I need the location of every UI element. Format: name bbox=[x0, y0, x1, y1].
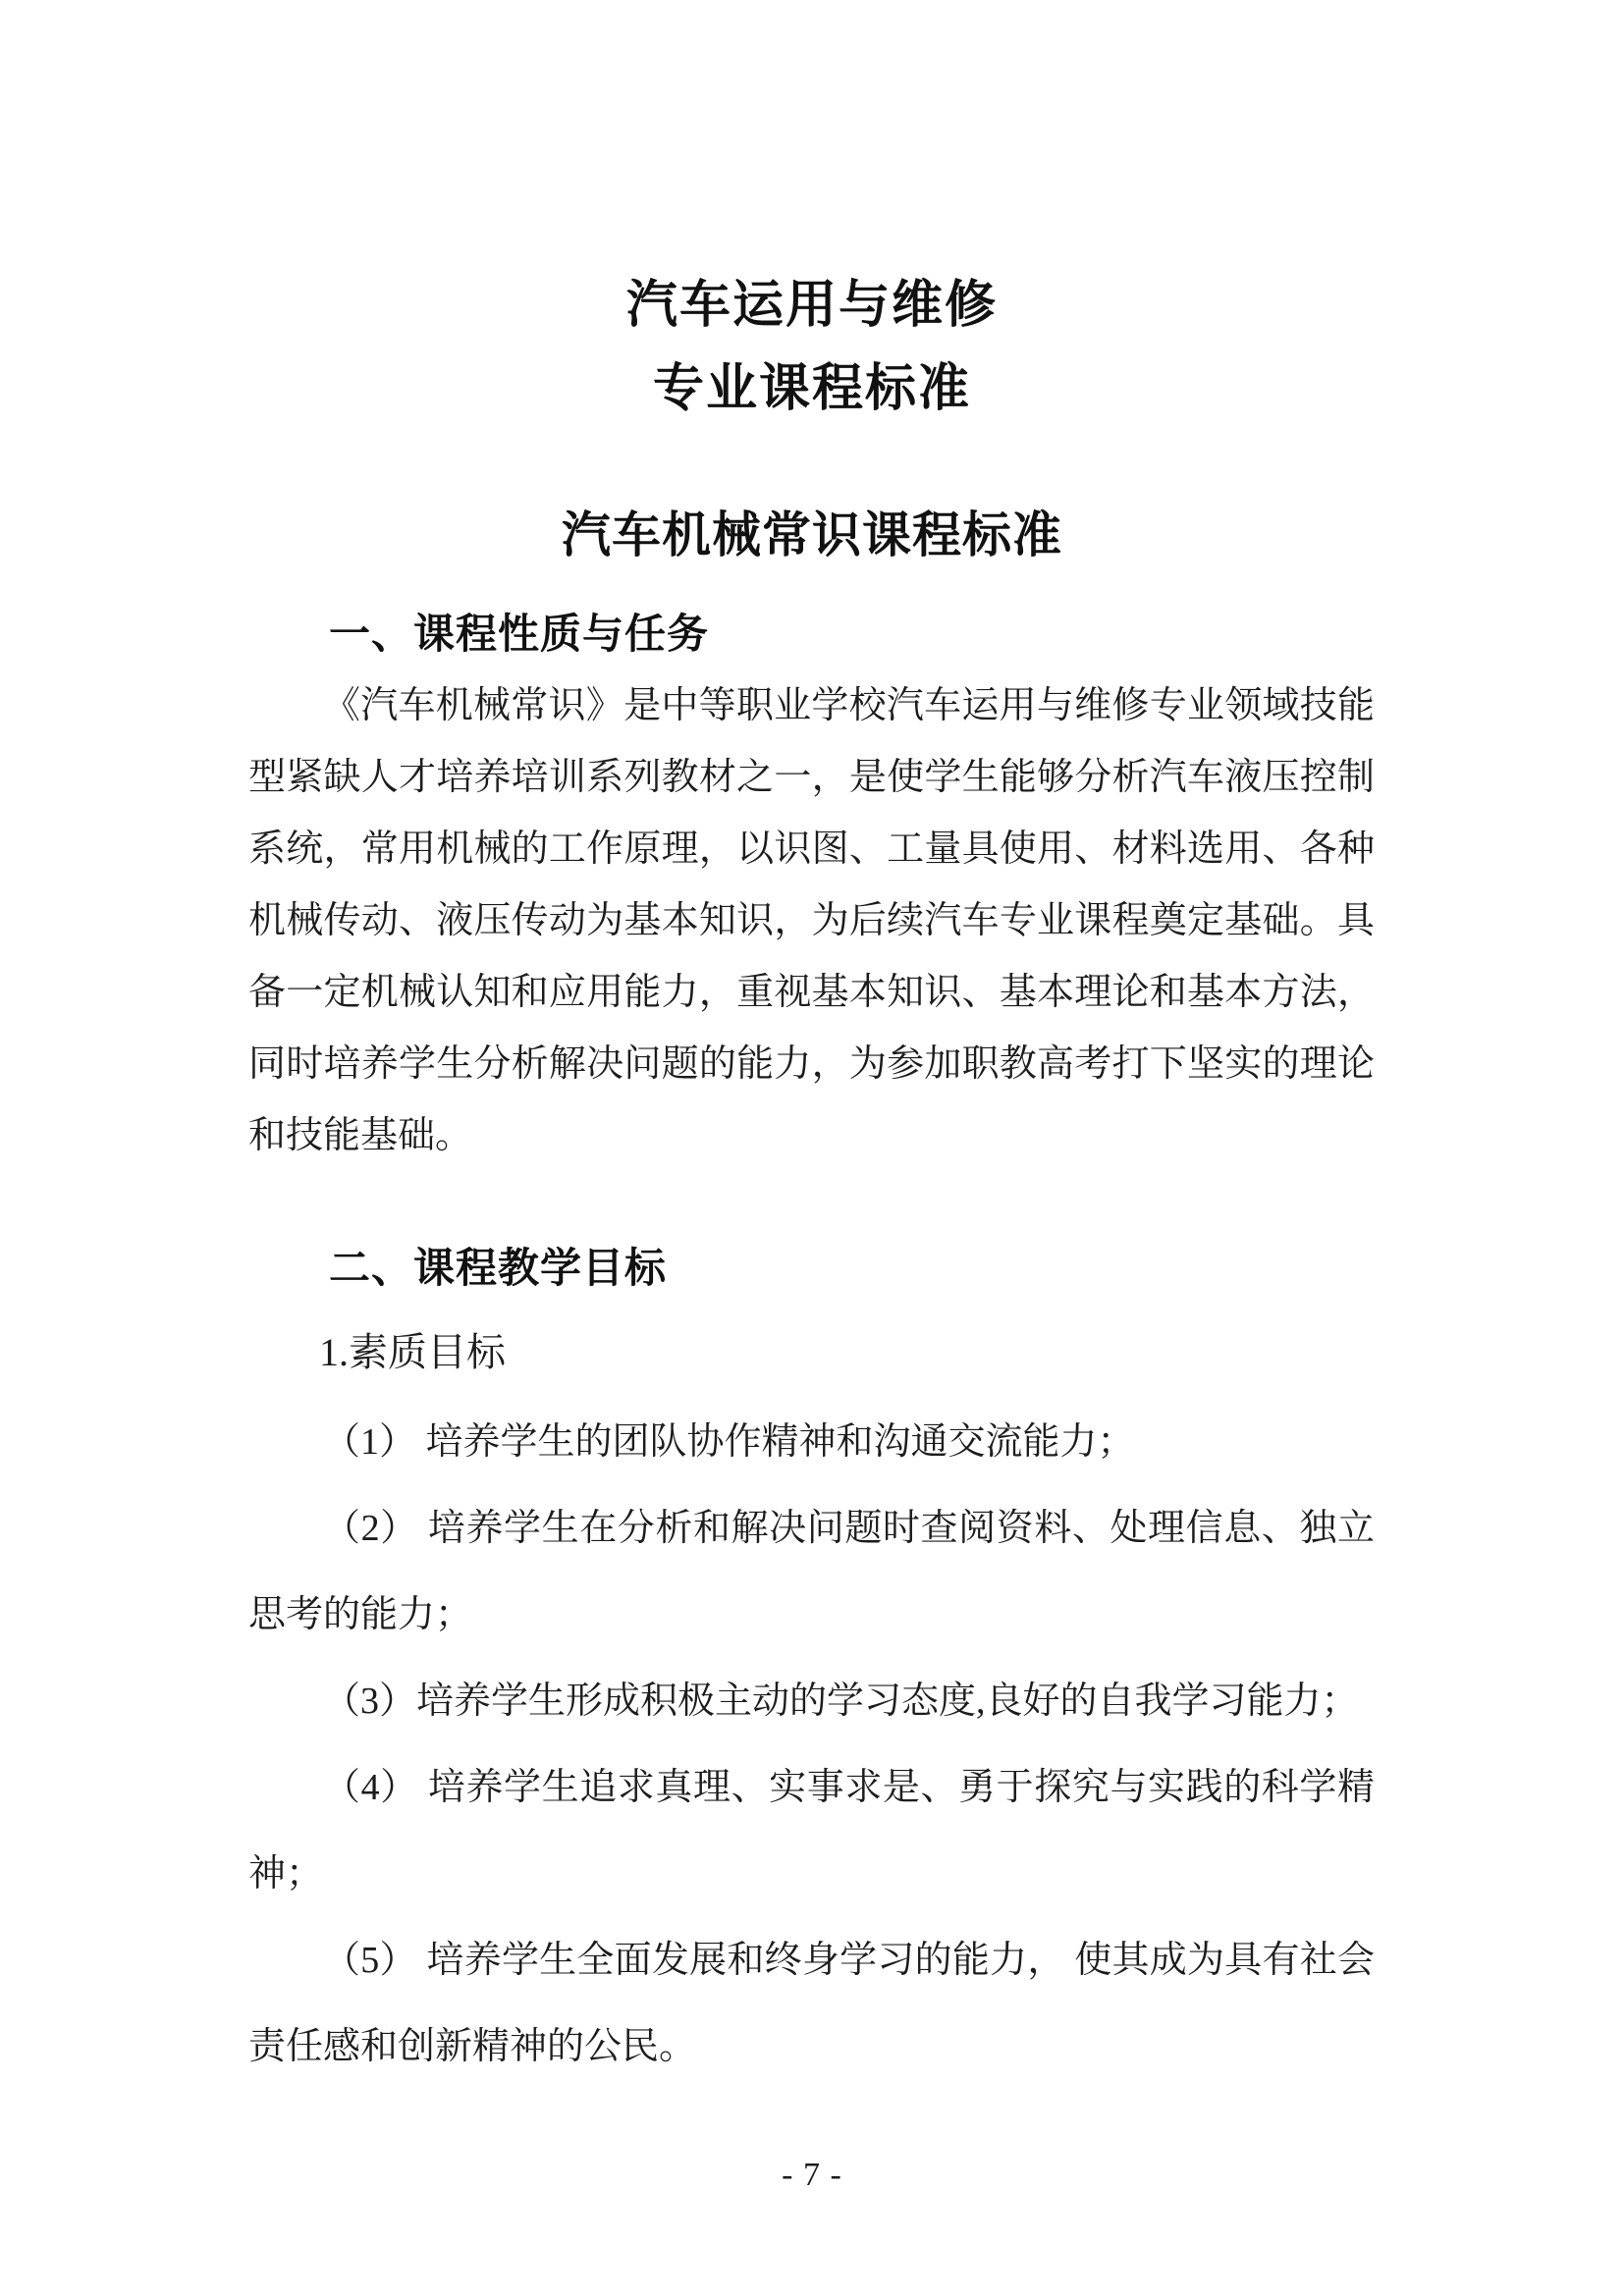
text-line: 神； bbox=[248, 1853, 324, 1895]
text-line: 责任感和创新精神的公民。 bbox=[248, 2026, 697, 2067]
text-line: 型紧缺人才培养培训系列教材之一，是使学生能够分析汽车液压控制 bbox=[248, 757, 1375, 798]
text-line: 备一定机械认知和应用能力，重视基本知识、基本理论和基本方法， bbox=[248, 972, 1375, 1013]
doc-title-line-1: 汽车运用与维修 bbox=[625, 278, 998, 334]
text-line: （3）培养学生形成积极主动的学习态度,良好的自我学习能力； bbox=[323, 1681, 1359, 1722]
page-number: - 7 - bbox=[782, 2157, 842, 2193]
quality-goals-list bbox=[248, 1399, 1375, 2090]
heading-course-nature: 一、课程性质与任务 bbox=[329, 611, 710, 657]
text-line: 和技能基础。 bbox=[248, 1115, 473, 1156]
text-line: （1） 培养学生的团队协作精神和沟通交流能力； bbox=[323, 1421, 1135, 1463]
text-line: （5） 培养学生全面发展和终身学习的能力， 使其成为具有社会 bbox=[323, 1940, 1375, 1981]
text-line: 机械传动、液压传动为基本知识，为后续汽车专业课程奠定基础。具 bbox=[248, 900, 1375, 941]
subheading-quality-goals: 1.素质目标 bbox=[319, 1330, 506, 1374]
text-line: （4） 培养学生追求真理、实事求是、勇于探究与实践的科学精 bbox=[323, 1767, 1375, 1808]
text-line: 思考的能力； bbox=[248, 1594, 473, 1635]
text-line: 系统，常用机械的工作原理，以识图、工量具使用、材料选用、各种 bbox=[248, 828, 1375, 870]
heading-teaching-objectives: 二、课程教学目标 bbox=[329, 1245, 668, 1291]
section-title: 汽车机械常识课程标准 bbox=[562, 507, 1062, 562]
course-nature-paragraph bbox=[248, 670, 1375, 1172]
text-line: 《汽车机械常识》是中等职业学校汽车运用与维修专业领域技能 bbox=[323, 685, 1375, 726]
doc-title-line-2: 专业课程标准 bbox=[652, 361, 971, 417]
text-line: （2） 培养学生在分析和解决问题时查阅资料、处理信息、独立 bbox=[323, 1508, 1375, 1549]
text-line: 同时培养学生分析解决问题的能力，为参加职教高考打下坚实的理论 bbox=[248, 1043, 1375, 1085]
